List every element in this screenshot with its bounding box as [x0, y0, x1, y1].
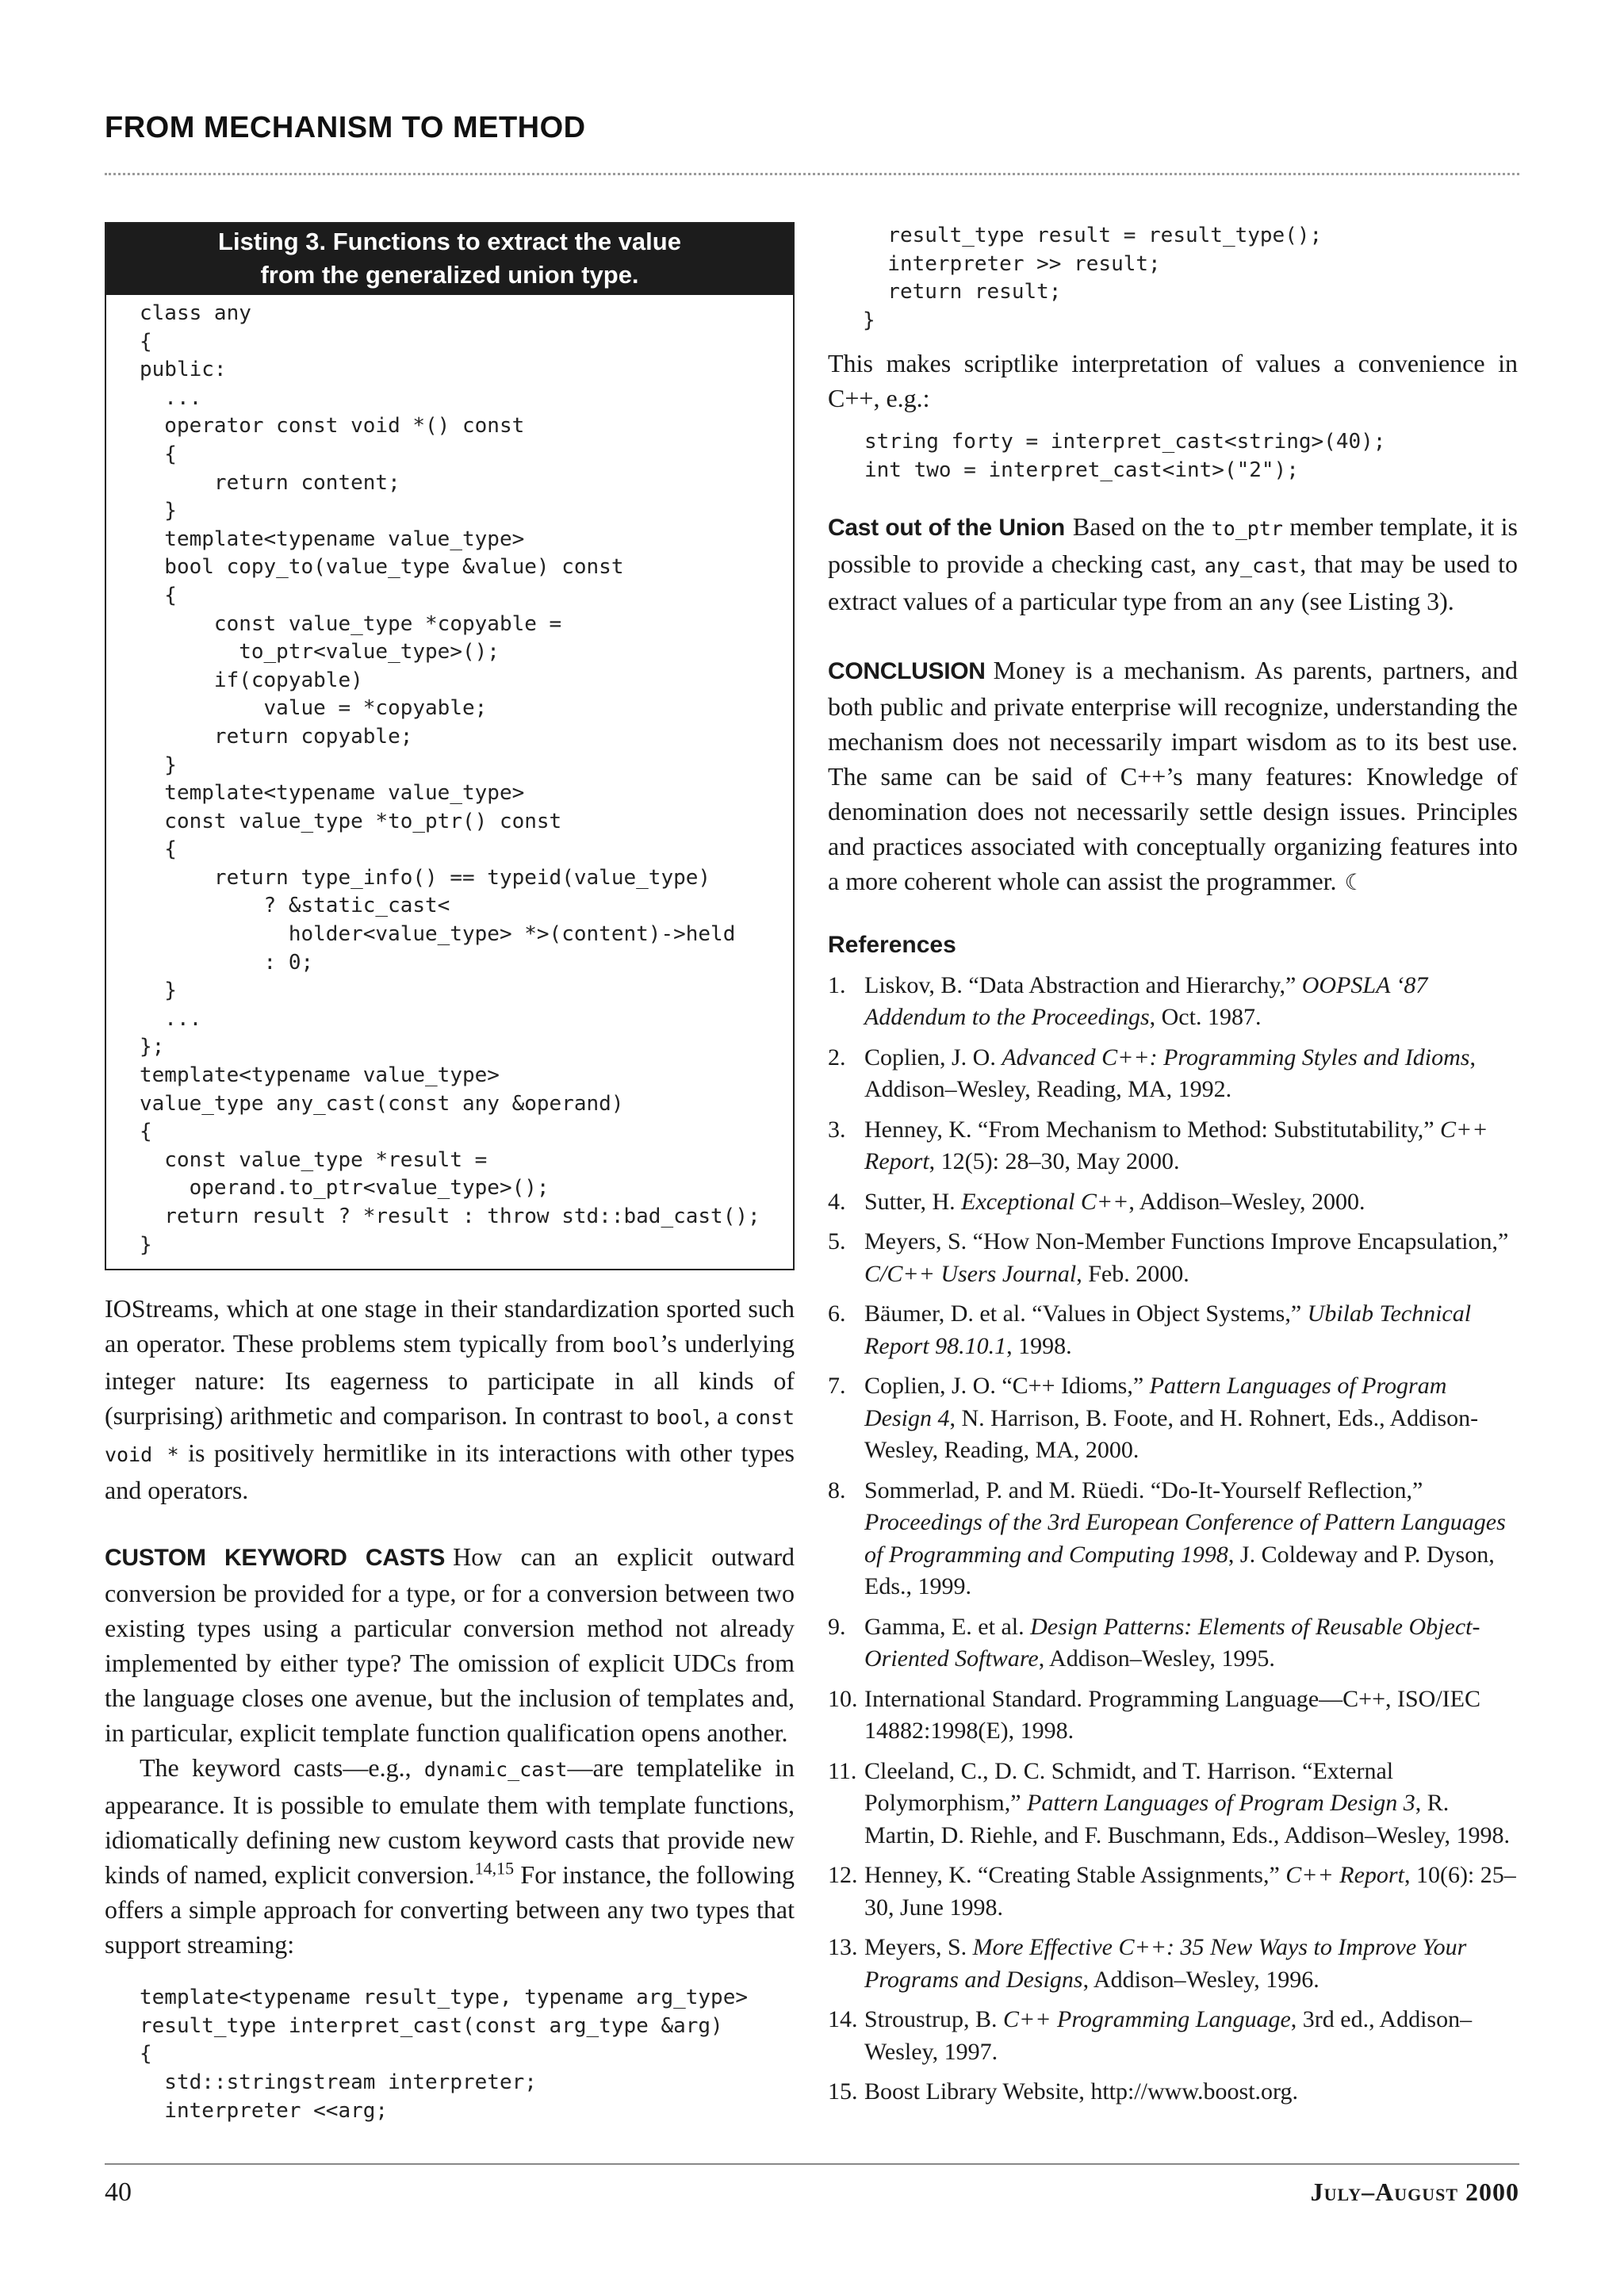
references-list — [828, 970, 1518, 2109]
page-header-title: FROM MECHANISM TO METHOD — [105, 111, 586, 144]
reference-number: 10. — [828, 1685, 858, 1712]
reference-number: 11. — [828, 1757, 857, 1784]
footer-divider — [105, 2163, 1519, 2165]
listing-title-line-2: from the generalized union type. — [260, 261, 639, 289]
listing-code: class any { public: ... operator const void *() const { return content; } template<typename value_type> bool copy_to(value_type &value) const { const value_type *copyable = to_ptr<value_type>(); if(copyable) value = *copyable; return copyable; } template<typename value_type> const value_type *to_ptr() const { return type_info() == typeid(value_type) ? &static_cast< holder<value_type> *>(content)->held : 0; } ... }; template<typename value_type> value_type any_cast(const any &operand) { const value_type *result = operand.to_ptr<value_type>(); return result ? *result : throw std::bad_cast(); } — [140, 301, 760, 1257]
reference-number: 1. — [828, 971, 846, 998]
reference-number: 7. — [828, 1373, 846, 1400]
reference-item: 13. Meyers, S. More Effective C++: 35 New Ways to Improve Your Programs and Designs, Addison–Wesley, 1996. — [828, 1932, 1518, 1996]
reference-item: 1. Liskov, B. “Data Abstraction and Hierarchy,” OOPSLA ‘87 Addendum to the Proceedings, Oct. 1987. — [828, 970, 1518, 1034]
reference-number: 12. — [828, 1862, 858, 1889]
reference-item: 3. Henney, K. “From Mechanism to Method: Substitutability,” C++ Report, 12(5): 28–30, May 2000. — [828, 1114, 1518, 1178]
reference-item: 7. Coplien, J. O. “C++ Idioms,” Pattern Languages of Program Design 4, N. Harrison, B. Foote, and H. Rohnert, Eds., Addison-Wesley, Reading, MA, 2000. — [828, 1370, 1518, 1467]
paragraph-cast-out-of-union: Cast out of the Union Based on the to_ptr member template, it is possible to provide a checking cast, any_cast, that may be used to extract values of a particular type from an any (see Listing 3). — [828, 511, 1519, 615]
reference-item: 6. Bäumer, D. et al. “Values in Object Systems,” Ubilab Technical Report 98.10.1, 1998. — [828, 1298, 1518, 1362]
reference-item: 12. Henney, K. “Creating Stable Assignments,” C++ Report, 10(6): 25–30, June 1998. — [828, 1860, 1518, 1924]
reference-number: 13. — [828, 1934, 858, 1961]
interpret-cast-code: template<typename result_type, typename arg_type> result_type interpret_cast(const arg_type &arg) { std::stringstream interpreter; interpreter <<arg; — [140, 1986, 749, 2123]
listing-title — [106, 224, 793, 295]
paragraph-keyword-casts: The keyword casts—e.g., dynamic_cast—are templatelike in appearance. It is possible to emulate them with template functions, idiomatically defining new custom keyword casts that provide new kinds of named, explicit conversion.$^{14,15}$ For instance, the following offers a simple approach for converting between any two types that support streaming: — [105, 1753, 795, 1959]
section-heading-conclusion: CONCLUSION — [828, 657, 986, 684]
listing-3-box — [105, 222, 795, 1270]
page-number: 40 — [105, 2177, 132, 2207]
left-column — [105, 222, 795, 2125]
reference-number: 2. — [828, 1044, 846, 1071]
section-heading-custom-keyword-casts: CUSTOM KEYWORD CASTS — [105, 1545, 446, 1572]
reference-number: 3. — [828, 1116, 846, 1143]
paragraph-scriptlike: This makes scriptlike interpretation of values a convenience in C++, e.g.: — [828, 349, 1518, 413]
reference-item: 10. International Standard. Programming Language—C++, ISO/IEC 14882:1998(E), 1998. — [828, 1683, 1518, 1748]
paragraph-conclusion: CONCLUSION Money is a mechanism. As parents, partners, and both public and private enterprise will recognize, understanding the mechanism does not necessarily impart wisdom as to its best use. The same can be said of C++’s many features: Knowledge of denomination does not necessarily settle design issues. Principles and practices associated with conceptually organizing features into a more coherent whole can assist the programmer. ☾ — [828, 655, 1518, 895]
reference-number: 14. — [828, 2006, 858, 2033]
header-divider — [105, 173, 1519, 175]
reference-item: 5. Meyers, S. “How Non-Member Functions Improve Encapsulation,” C/C++ Users Journal, Feb. 2000. — [828, 1226, 1518, 1290]
reference-number: 15. — [828, 2078, 858, 2105]
references-heading: References — [828, 931, 956, 958]
reference-number: 4. — [828, 1188, 846, 1215]
reference-number: 6. — [828, 1300, 846, 1327]
right-column — [828, 222, 1518, 2116]
issue-date: July–August 2000 — [1310, 2177, 1519, 2206]
listing-title-line-1: Listing 3. Functions to extract the value — [218, 228, 681, 255]
interpret-cast-example-code: string forty = interpret_cast<string>(40); int two = interpret_cast<int>("2"); — [864, 430, 1386, 482]
reference-item: 9. Gamma, E. et al. Design Patterns: Elements of Reusable Object-Oriented Software, Addison–Wesley, 1995. — [828, 1611, 1518, 1676]
reference-number: 5. — [828, 1228, 846, 1255]
reference-item: 4. Sutter, H. Exceptional C++, Addison–Wesley, 2000. — [828, 1186, 1518, 1219]
reference-item: 2. Coplien, J. O. Advanced C++: Programming Styles and Idioms, Addison–Wesley, Reading, MA, 1992. — [828, 1042, 1518, 1106]
reference-item: 15. Boost Library Website, http://www.boost.org. — [828, 2076, 1518, 2109]
interpret-cast-code-continued: result_type result = result_type(); interpreter >> result; return result; } — [863, 224, 1323, 332]
section-heading-cast-out-of-union: Cast out of the Union — [828, 514, 1065, 541]
paragraph-custom-keyword-casts: CUSTOM KEYWORD CASTS How can an explicit outward conversion be provided for a type, or for a conversion between two existing types using a particular conversion method not already implemented by either type? The omission of explicit UDCs from the language closes one avenue, but the inclusion of templates and, in particular, explicit template function qualification opens another. — [105, 1542, 795, 1748]
end-of-article-icon: ☾ — [1344, 868, 1365, 895]
reference-number: 9. — [828, 1613, 846, 1640]
reference-item: 14. Stroustrup, B. C++ Programming Language, 3rd ed., Addison–Wesley, 1997. — [828, 2004, 1518, 2068]
paragraph-iostreams: IOStreams, which at one stage in their standardization sported such an operator. These problems stem typically from bool’s underlying integer nature: Its eagerness to participate in all kinds of (surprising) arithmetic and comparison. In contrast to bool, a const void * is positively hermitlike in its interactions with other types and operators. — [105, 1294, 795, 1505]
reference-item: 8. Sommerlad, P. and M. Rüedi. “Do-It-Yourself Reflection,” Proceedings of the 3rd European Conference of Pattern Languages of Programming and Computing 1998, J. Coldeway and P. Dyson, Eds., 1999. — [828, 1475, 1518, 1603]
reference-item: 11. Cleeland, C., D. C. Schmidt, and T. Harrison. “External Polymorphism,” Pattern Languages of Program Design 3, R. Martin, D. Riehle, and F. Buschmann, Eds., Addison–Wesley, 1998. — [828, 1756, 1518, 1852]
reference-number: 8. — [828, 1477, 846, 1503]
